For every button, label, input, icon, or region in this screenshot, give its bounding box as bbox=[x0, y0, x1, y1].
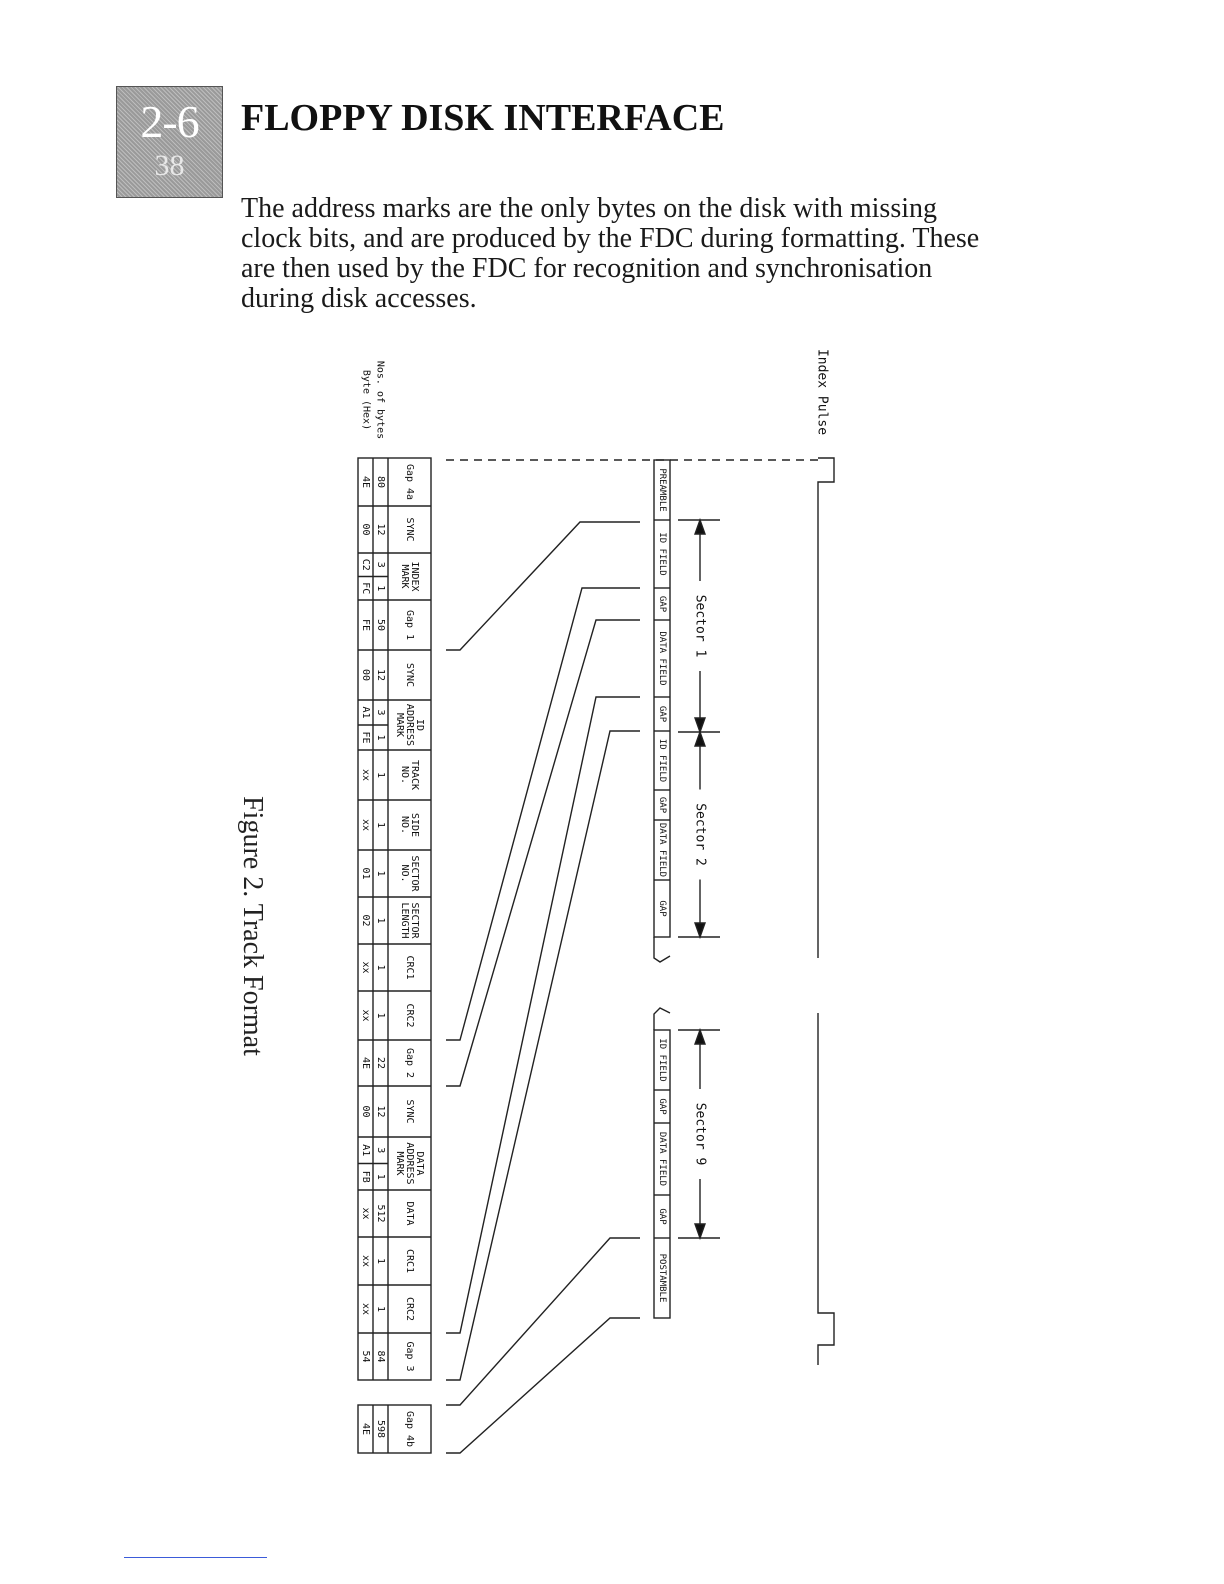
track-break-bottom bbox=[654, 1008, 670, 1030]
sector-label-2: Sector 9 bbox=[692, 1102, 708, 1166]
field-byte-3-0: FE bbox=[360, 618, 371, 632]
field-name-7-1: NO. bbox=[399, 815, 410, 835]
row-label-count: Nos. of bytes bbox=[374, 360, 386, 440]
field-byte-16-0: xx bbox=[360, 1254, 371, 1268]
field-name-6-1: NO. bbox=[399, 765, 410, 785]
field-name-6-0: TRACK bbox=[409, 759, 420, 791]
track-top-1: ID FIELD bbox=[657, 532, 667, 576]
field-name-2-1: MARK bbox=[399, 564, 410, 589]
field-count-10-0: 1 bbox=[375, 964, 386, 971]
field-byte-4-0: 00 bbox=[360, 668, 371, 682]
sector-arrowhead bbox=[695, 1224, 705, 1238]
page-number: 38 bbox=[154, 149, 185, 182]
field-count-5-1: 1 bbox=[375, 734, 386, 741]
field-count-2-0: 3 bbox=[375, 561, 386, 568]
track-bottom-3: GAP bbox=[657, 1208, 667, 1225]
field-count-15-0: 512 bbox=[375, 1204, 386, 1223]
field-name-5-0: ID bbox=[414, 718, 425, 732]
connector-gap3 bbox=[446, 731, 640, 1380]
field-name-11-0: CRC2 bbox=[404, 1003, 415, 1028]
field-byte-15-0: xx bbox=[360, 1207, 371, 1220]
field-name-17-0: CRC2 bbox=[404, 1296, 415, 1322]
track-top-7: DATA FIELD bbox=[657, 822, 667, 878]
field-name-14-1: ADDRESS bbox=[404, 1142, 415, 1185]
field-name-10-0: CRC1 bbox=[404, 955, 415, 980]
connector-gap4b bbox=[446, 1318, 640, 1453]
field-name-4-0: SYNC bbox=[404, 662, 415, 688]
section-number: 2-6 bbox=[140, 96, 199, 147]
field-name-3-0: Gap 1 bbox=[404, 609, 415, 641]
track-bottom-2: DATA FIELD bbox=[657, 1131, 667, 1187]
field-byte-2-0: C2 bbox=[360, 558, 371, 571]
field-byte-8-0: 01 bbox=[360, 867, 371, 880]
field-name-9-0: SECTOR bbox=[409, 902, 420, 939]
field-count-13-0: 12 bbox=[375, 1105, 386, 1118]
footer-rule bbox=[124, 1557, 267, 1558]
field-count-17-0: 1 bbox=[375, 1305, 386, 1313]
field-byte-1-0: 00 bbox=[360, 523, 371, 536]
track-bottom-1: GAP bbox=[657, 1098, 667, 1115]
field-count-8-0: 1 bbox=[375, 870, 386, 877]
row-label-byte: Byte (Hex) bbox=[360, 369, 372, 431]
track-top-3: DATA FIELD bbox=[657, 631, 667, 686]
field-name-9-1: LENGTH bbox=[399, 902, 410, 939]
track-top-6: GAP bbox=[657, 796, 667, 814]
field-byte-0-0: 4E bbox=[360, 475, 371, 489]
track-bottom-0: ID FIELD bbox=[657, 1038, 667, 1082]
field-byte-17-0: xx bbox=[360, 1302, 371, 1316]
track-top-4: GAP bbox=[657, 705, 667, 723]
field-name-1-0: SYNC bbox=[404, 517, 415, 542]
field-count-9-0: 1 bbox=[375, 917, 386, 924]
field-name-gap4b-0: Gap 4b bbox=[404, 1410, 415, 1448]
field-name-14-2: MARK bbox=[394, 1151, 405, 1176]
field-name-13-0: SYNC bbox=[404, 1099, 415, 1124]
field-name-16-0: CRC1 bbox=[404, 1248, 415, 1274]
field-count-14-0: 3 bbox=[375, 1147, 386, 1154]
index-pulse-waveform-bottom bbox=[818, 1013, 834, 1365]
page-title: FLOPPY DISK INTERFACE bbox=[241, 97, 725, 139]
field-byte-7-0: xx bbox=[360, 818, 371, 832]
index-pulse-waveform-top bbox=[818, 458, 834, 958]
track-top-0: PREAMBLE bbox=[657, 468, 667, 512]
field-count-18-0: 84 bbox=[375, 1350, 386, 1363]
field-count-14-1: 1 bbox=[375, 1173, 386, 1180]
connector-gap1 bbox=[446, 522, 640, 650]
field-byte-11-0: xx bbox=[360, 1009, 371, 1022]
field-byte-6-0: xx bbox=[360, 768, 371, 782]
field-byte-14-0: A1 bbox=[360, 1144, 371, 1157]
track-top-8: GAP bbox=[657, 900, 667, 917]
sector-arrowhead bbox=[695, 1030, 705, 1044]
figure-caption: Figure 2. Track Format bbox=[237, 796, 268, 1056]
field-count-12-0: 22 bbox=[375, 1056, 386, 1070]
sector-label-0: Sector 1 bbox=[692, 594, 708, 658]
index-pulse-label: Index Pulse bbox=[814, 348, 830, 436]
track-bottom-4: POSTAMBLE bbox=[657, 1253, 667, 1303]
field-count-4-0: 12 bbox=[375, 668, 386, 682]
track-top-2: GAP bbox=[657, 595, 667, 613]
sector-label-1: Sector 2 bbox=[692, 803, 708, 866]
sector-arrowhead bbox=[695, 732, 705, 746]
field-byte-5-1: FE bbox=[360, 731, 371, 744]
connector-crc2 bbox=[446, 588, 640, 1040]
field-count-7-0: 1 bbox=[375, 821, 386, 829]
sector-arrowhead bbox=[695, 923, 705, 937]
body-paragraph: The address marks are the only bytes on the disk with missing clock bits, and are produced by the FDC during formatting. These are then used by the FDC for recognition and synchronisation during disk accesses. bbox=[241, 193, 980, 314]
track-break-top bbox=[654, 937, 670, 962]
track-top-5: ID FIELD bbox=[657, 738, 667, 783]
field-byte-2-1: FC bbox=[360, 582, 371, 595]
field-count-0-0: 80 bbox=[375, 475, 386, 489]
field-name-15-0: DATA bbox=[404, 1201, 415, 1226]
field-count-16-0: 1 bbox=[375, 1257, 386, 1265]
field-name-5-2: MARK bbox=[394, 712, 405, 738]
field-count-2-1: 1 bbox=[375, 585, 386, 592]
field-count-gap4b-0: 598 bbox=[375, 1419, 386, 1439]
field-name-8-1: NO. bbox=[399, 864, 410, 883]
field-name-18-0: Gap 3 bbox=[404, 1341, 415, 1372]
field-count-3-0: 50 bbox=[375, 618, 386, 632]
field-byte-9-0: 02 bbox=[360, 914, 371, 927]
field-name-12-0: Gap 2 bbox=[404, 1047, 415, 1079]
field-count-5-0: 3 bbox=[375, 709, 386, 716]
connector-gap2 bbox=[446, 620, 640, 1086]
field-byte-14-1: FB bbox=[360, 1170, 371, 1183]
field-byte-12-0: 4E bbox=[360, 1056, 371, 1070]
field-name-8-0: SECTOR bbox=[409, 855, 420, 892]
field-name-2-0: INDEX bbox=[409, 561, 420, 592]
field-byte-gap4b-0: 4E bbox=[360, 1422, 371, 1436]
field-count-6-0: 1 bbox=[375, 771, 386, 779]
field-byte-13-0: 00 bbox=[360, 1105, 371, 1118]
field-name-5-1: ADDRESS bbox=[404, 703, 415, 747]
sector-arrowhead bbox=[695, 520, 705, 534]
field-byte-10-0: xx bbox=[360, 961, 371, 974]
field-count-11-0: 1 bbox=[375, 1012, 386, 1019]
sector-arrowhead bbox=[695, 718, 705, 732]
field-name-0-0: Gap 4a bbox=[404, 463, 415, 501]
field-name-7-0: SIDE bbox=[409, 812, 420, 838]
field-name-14-0: DATA bbox=[414, 1151, 425, 1176]
field-byte-5-0: A1 bbox=[360, 706, 371, 719]
field-byte-18-0: 54 bbox=[360, 1350, 371, 1363]
field-count-1-0: 12 bbox=[375, 523, 386, 536]
